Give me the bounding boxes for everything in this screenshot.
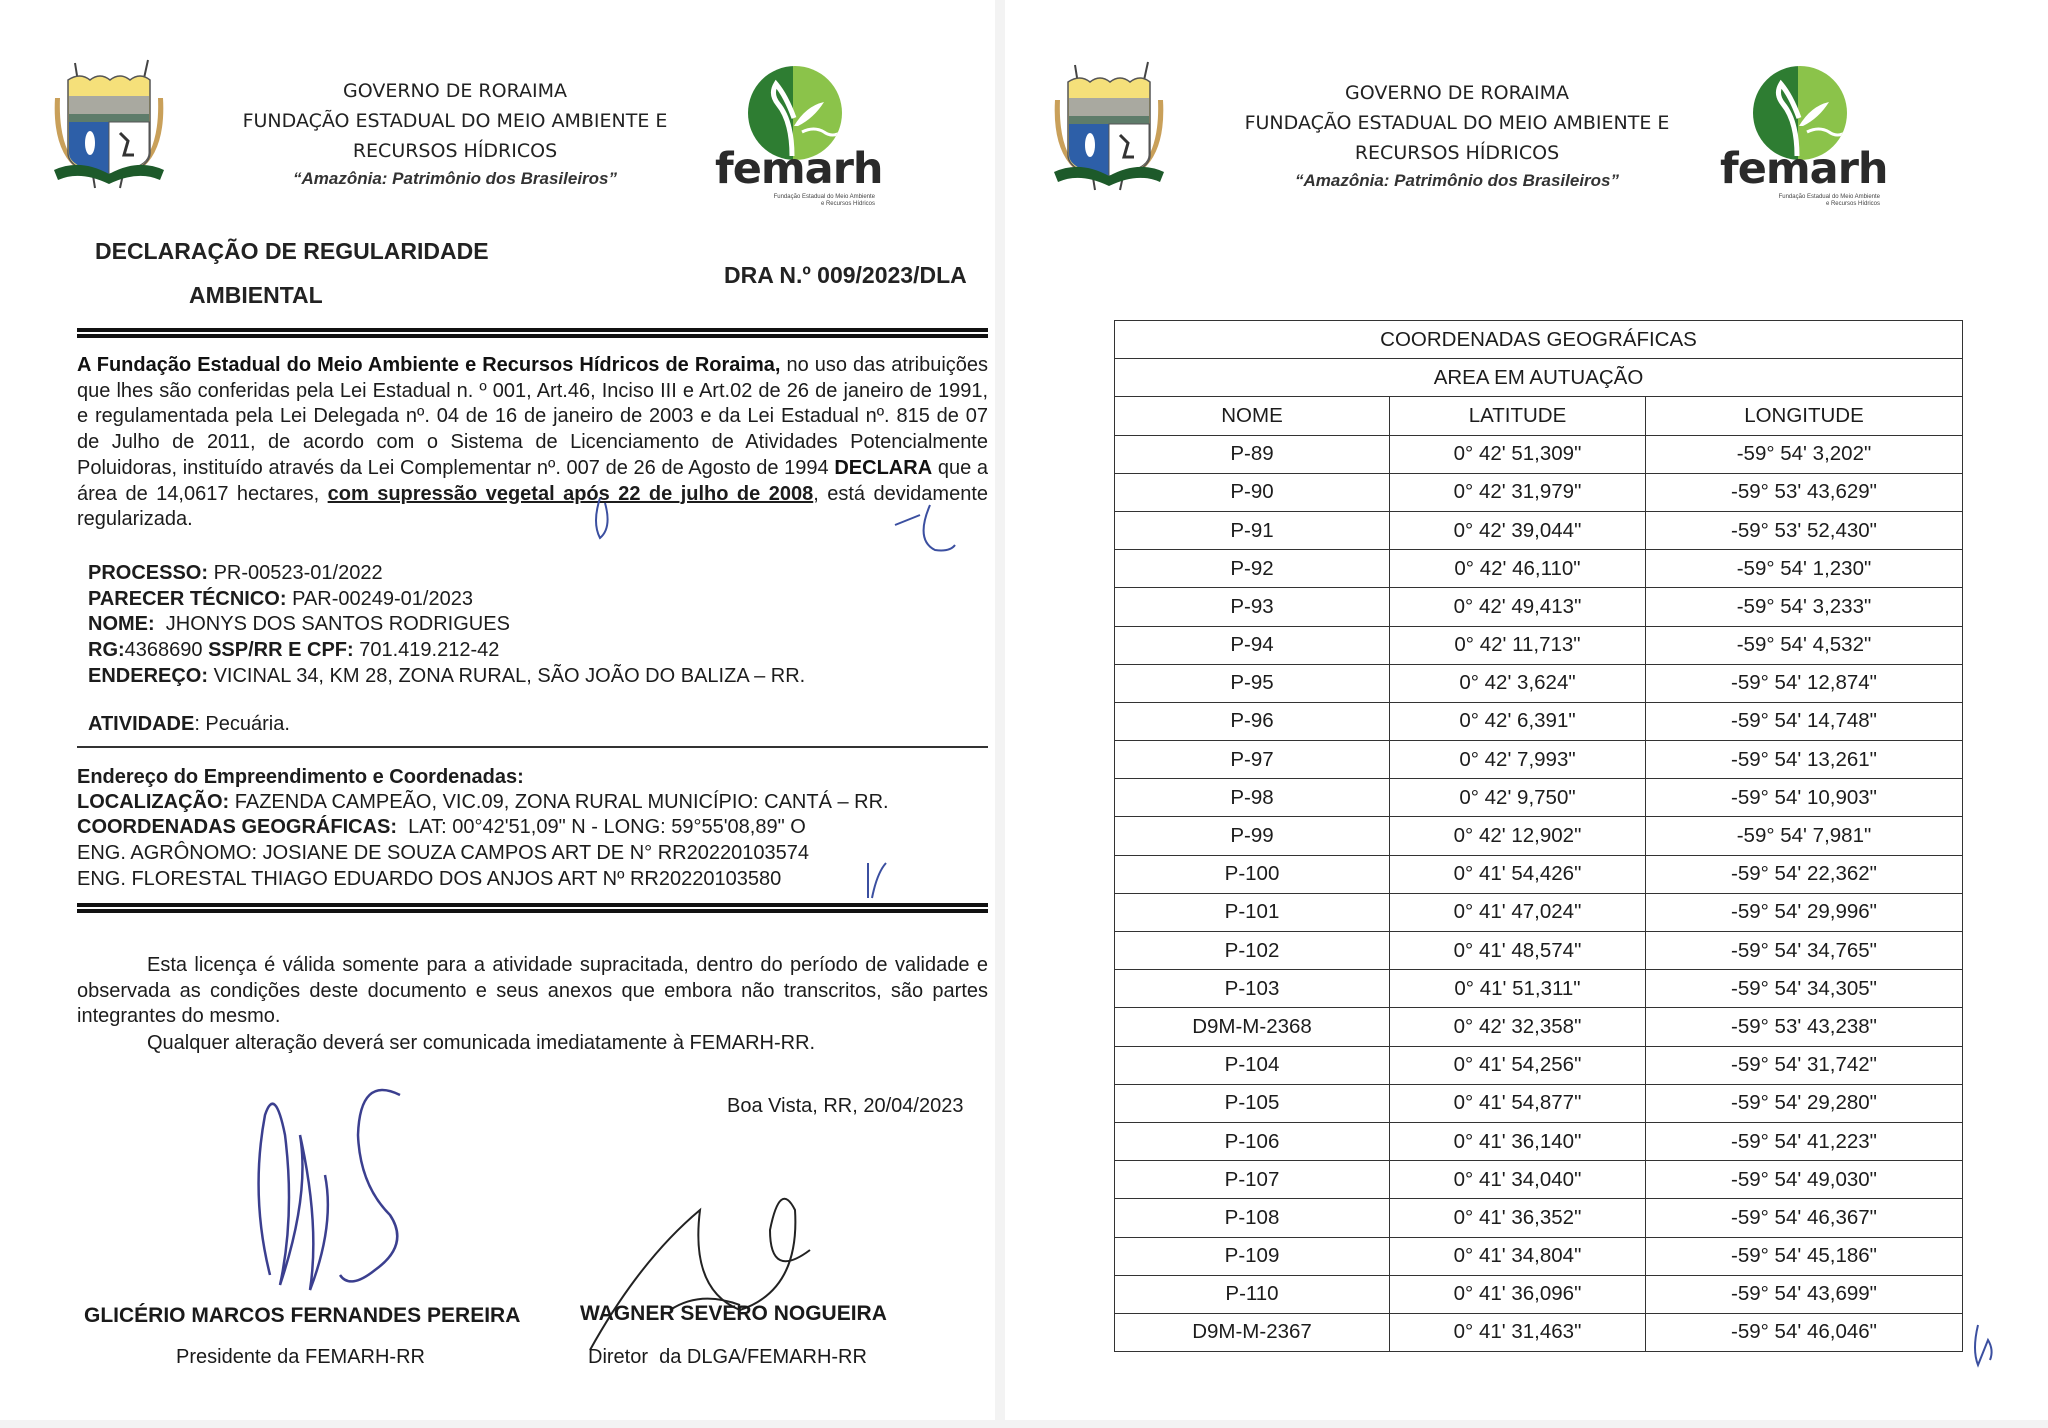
point-name-cell: P-91 (1115, 511, 1390, 549)
cpf-value: 701.419.212-42 (353, 639, 500, 661)
femarh-subtitle (715, 194, 875, 208)
point-name-cell: P-106 (1115, 1122, 1390, 1160)
coordenadas-value: LAT: 00°42'51,09" N - LONG: 59°55'08,89" O (397, 816, 806, 838)
femarh-wordmark: femarh (1720, 144, 1888, 194)
latitude-cell: 0° 42' 12,902" (1390, 817, 1646, 855)
latitude-cell: 0° 42' 9,750" (1390, 779, 1646, 817)
longitude-cell: -59° 54' 41,223" (1646, 1122, 1963, 1160)
point-name-cell: P-94 (1115, 626, 1390, 664)
latitude-cell: 0° 42' 3,624" (1390, 664, 1646, 702)
declaration-paragraph (77, 353, 988, 533)
point-name-cell: P-101 (1115, 893, 1390, 931)
header-foundation: FUNDAÇÃO ESTADUAL DO MEIO AMBIENTE E (242, 110, 668, 132)
nome-label: NOME: (88, 613, 155, 635)
table-row (1115, 1275, 1963, 1313)
divider (77, 328, 988, 338)
rg-label: RG: (88, 639, 125, 661)
table-row (1115, 1084, 1963, 1122)
table-row (1115, 741, 1963, 779)
longitude-cell: -59° 54' 34,765" (1646, 932, 1963, 970)
longitude-cell: -59° 54' 7,981" (1646, 817, 1963, 855)
header-foundation: FUNDAÇÃO ESTADUAL DO MEIO AMBIENTE E (1244, 112, 1670, 134)
table-row (1115, 588, 1963, 626)
latitude-cell: 0° 41' 31,463" (1390, 1313, 1646, 1351)
localizacao-label: LOCALIZAÇÃO: (77, 791, 230, 813)
table-row (1115, 550, 1963, 588)
longitude-cell: -59° 53' 52,430" (1646, 511, 1963, 549)
table-row (1115, 779, 1963, 817)
vegetation-suppression-text: com supressão vegetal após 22 de julho de 2008 (327, 482, 814, 505)
longitude-cell: -59° 54' 34,305" (1646, 970, 1963, 1008)
header-motto: “Amazônia: Patrimônio dos Brasileiros” (292, 169, 617, 188)
latitude-cell: 0° 41' 54,256" (1390, 1046, 1646, 1084)
letterhead (1192, 78, 1722, 194)
table-row (1115, 626, 1963, 664)
longitude-cell: -59° 54' 31,742" (1646, 1046, 1963, 1084)
signatory-name: WAGNER SEVERO NOGUEIRA (580, 1302, 887, 1325)
table-row (1115, 435, 1963, 473)
validity-paragraph: Esta licença é válida somente para a atividade supracitada, dentro do período de validade e observada as condições deste documento e seus anexos que embora não transcritos, são partes integrantes do mesmo. (77, 954, 988, 1028)
divider (77, 746, 988, 748)
latitude-cell: 0° 41' 48,574" (1390, 932, 1646, 970)
atividade-label: ATIVIDADE (88, 713, 195, 735)
point-name-cell: P-89 (1115, 435, 1390, 473)
point-name-cell: P-99 (1115, 817, 1390, 855)
initials-mark-icon (590, 493, 620, 543)
longitude-cell: -59° 54' 22,362" (1646, 855, 1963, 893)
femarh-wordmark: femarh (715, 144, 883, 194)
longitude-cell: -59° 54' 49,030" (1646, 1161, 1963, 1199)
roraima-coat-of-arms-icon (1050, 60, 1168, 195)
femarh-subtitle (1720, 194, 1880, 208)
signature-director-icon (580, 1170, 860, 1370)
field-rg-cpf (88, 638, 499, 664)
latitude-cell: 0° 41' 36,096" (1390, 1275, 1646, 1313)
area-text: que a área de 14,0617 hectares, (77, 456, 988, 505)
longitude-cell: -59° 54' 4,532" (1646, 626, 1963, 664)
longitude-cell: -59° 54' 10,903" (1646, 779, 1963, 817)
point-name-cell: P-90 (1115, 473, 1390, 511)
initials-mark-icon (890, 500, 960, 560)
coordenadas-label: COORDENADAS GEOGRÁFICAS: (77, 816, 398, 838)
point-name-cell: P-97 (1115, 741, 1390, 779)
longitude-cell: -59° 54' 14,748" (1646, 702, 1963, 740)
field-nome (88, 612, 510, 638)
latitude-cell: 0° 41' 54,426" (1390, 855, 1646, 893)
parecer-value: PAR-00249-01/2023 (286, 588, 473, 610)
header-motto: “Amazônia: Patrimônio dos Brasileiros” (1294, 171, 1619, 190)
longitude-cell: -59° 54' 3,202" (1646, 435, 1963, 473)
longitude-cell: -59° 54' 29,996" (1646, 893, 1963, 931)
field-coordenadas (77, 815, 806, 841)
document-title-line2: AMBIENTAL (189, 282, 323, 308)
latitude-cell: 0° 42' 46,110" (1390, 550, 1646, 588)
point-name-cell: P-98 (1115, 779, 1390, 817)
table-row (1115, 473, 1963, 511)
regularized-text: , está devidamente regularizada. (77, 482, 989, 531)
field-atividade (88, 712, 290, 738)
point-name-cell: P-93 (1115, 588, 1390, 626)
point-name-cell: D9M-M-2367 (1115, 1313, 1390, 1351)
field-localizacao (77, 790, 889, 816)
legal-basis-text: no uso das atribuições que lhes são conferidas pela Lei Estadual n. º 001, Art.46, Inciso III e Art.02 de 26 de janeiro de 1991, e regulamentada pela Lei Delegada nº. 04 de 16 de janeiro de 2003 e da Lei Estadual nº. 815 de 07 de Julho de 2011, de acordo com o Sistema de Licenciamento de Atividades Potencialmente Poluidoras, instituído através da Lei Complementar nº. 007 de 26 de Agosto de 1994 (77, 354, 989, 479)
table-row (1115, 1237, 1963, 1275)
cpf-label: SSP/RR E CPF: (208, 639, 354, 661)
point-name-cell: D9M-M-2368 (1115, 1008, 1390, 1046)
rg-value: 4368690 (124, 639, 209, 661)
longitude-cell: -59° 54' 45,186" (1646, 1237, 1963, 1275)
longitude-cell: -59° 54' 13,261" (1646, 741, 1963, 779)
column-header-nome: NOME (1115, 397, 1390, 435)
endereco-label: ENDEREÇO: (88, 665, 209, 687)
table-row (1115, 1161, 1963, 1199)
latitude-cell: 0° 42' 6,391" (1390, 702, 1646, 740)
latitude-cell: 0° 41' 36,140" (1390, 1122, 1646, 1160)
divider (77, 903, 988, 913)
place-date: Boa Vista, RR, 20/04/2023 (727, 1095, 964, 1117)
initials-mark-icon (1970, 1320, 2000, 1370)
latitude-cell: 0° 41' 47,024" (1390, 893, 1646, 931)
header-resources: RECURSOS HÍDRICOS (352, 140, 558, 162)
table-title: COORDENADAS GEOGRÁFICAS (1115, 321, 1963, 359)
signatory-role: Presidente da FEMARH-RR (176, 1346, 425, 1368)
table-row (1115, 664, 1963, 702)
localizacao-value: FAZENDA CAMPEÃO, VIC.09, ZONA RURAL MUNICÍPIO: CANTÁ – RR. (229, 791, 889, 813)
atividade-value: : Pecuária. (194, 713, 290, 735)
longitude-cell: -59° 53' 43,238" (1646, 1008, 1963, 1046)
table-row (1115, 1046, 1963, 1084)
coordinates-table-body (1115, 435, 1963, 1352)
eng-agronomo: ENG. AGRÔNOMO: JOSIANE DE SOUZA CAMPOS ART DE N° RR20220103574 (77, 842, 809, 864)
point-name-cell: P-104 (1115, 1046, 1390, 1084)
femarh-logo (715, 66, 883, 207)
latitude-cell: 0° 42' 39,044" (1390, 511, 1646, 549)
nome-value: JHONYS DOS SANTOS RODRIGUES (154, 613, 510, 635)
point-name-cell: P-96 (1115, 702, 1390, 740)
point-name-cell: P-103 (1115, 970, 1390, 1008)
initials-mark-icon (862, 858, 892, 903)
header-resources: RECURSOS HÍDRICOS (1354, 142, 1560, 164)
coordinates-table (1114, 320, 1963, 1352)
declara-keyword: DECLARA (834, 456, 933, 479)
latitude-cell: 0° 42' 32,358" (1390, 1008, 1646, 1046)
latitude-cell: 0° 42' 11,713" (1390, 626, 1646, 664)
point-name-cell: P-107 (1115, 1161, 1390, 1199)
table-row (1115, 932, 1963, 970)
point-name-cell: P-92 (1115, 550, 1390, 588)
table-row (1115, 893, 1963, 931)
point-name-cell: P-110 (1115, 1275, 1390, 1313)
table-row (1115, 817, 1963, 855)
point-name-cell: P-95 (1115, 664, 1390, 702)
table-row (1115, 1313, 1963, 1351)
field-processo (88, 561, 383, 587)
document-number: DRA N.º 009/2023/DLA (724, 262, 967, 288)
eng-florestal: ENG. FLORESTAL THIAGO EDUARDO DOS ANJOS ART Nº RR20220103580 (77, 868, 782, 890)
point-name-cell: P-105 (1115, 1084, 1390, 1122)
parecer-label: PARECER TÉCNICO: (88, 588, 287, 610)
column-header-latitude: LATITUDE (1390, 397, 1646, 435)
table-subtitle: AREA EM AUTUAÇÃO (1115, 359, 1963, 397)
table-row (1115, 511, 1963, 549)
table-row (1115, 1008, 1963, 1046)
field-endereco (88, 664, 805, 690)
latitude-cell: 0° 42' 7,993" (1390, 741, 1646, 779)
femarh-logo (1720, 66, 1888, 207)
latitude-cell: 0° 42' 49,413" (1390, 588, 1646, 626)
latitude-cell: 0° 41' 34,804" (1390, 1237, 1646, 1275)
declaration-page (0, 0, 995, 1420)
longitude-cell: -59° 53' 43,629" (1646, 473, 1963, 511)
foundation-name: A Fundação Estadual do Meio Ambiente e Recursos Hídricos de Roraima, (77, 354, 781, 376)
longitude-cell: -59° 54' 46,367" (1646, 1199, 1963, 1237)
table-row (1115, 855, 1963, 893)
femarh-subtitle-line1: Fundação Estadual do Meio Ambiente (1778, 194, 1880, 200)
longitude-cell: -59° 54' 29,280" (1646, 1084, 1963, 1122)
table-row (1115, 1199, 1963, 1237)
signatory-name: GLICÉRIO MARCOS FERNANDES PEREIRA (84, 1304, 521, 1327)
longitude-cell: -59° 54' 43,699" (1646, 1275, 1963, 1313)
point-name-cell: P-109 (1115, 1237, 1390, 1275)
latitude-cell: 0° 42' 31,979" (1390, 473, 1646, 511)
processo-value: PR-00523-01/2022 (208, 562, 383, 584)
field-parecer (88, 587, 473, 613)
longitude-cell: -59° 54' 46,046" (1646, 1313, 1963, 1351)
document-title-line1: DECLARAÇÃO DE REGULARIDADE (95, 238, 489, 264)
signatory-role: Diretor da DLGA/FEMARH-RR (588, 1346, 867, 1368)
longitude-cell: -59° 54' 12,874" (1646, 664, 1963, 702)
femarh-subtitle-line2: e Recursos Hídricos (1825, 201, 1880, 207)
table-row (1115, 702, 1963, 740)
point-name-cell: P-108 (1115, 1199, 1390, 1237)
changes-paragraph: Qualquer alteração deverá ser comunicada imediatamente à FEMARH-RR. (147, 1032, 816, 1054)
femarh-subtitle-line2: e Recursos Hídricos (820, 201, 875, 207)
longitude-cell: -59° 54' 1,230" (1646, 550, 1963, 588)
femarh-subtitle-line1: Fundação Estadual do Meio Ambiente (773, 194, 875, 200)
signature-president-icon (240, 1075, 420, 1305)
empreendimento-heading: Endereço do Empreendimento e Coordenadas: (77, 766, 524, 788)
latitude-cell: 0° 42' 51,309" (1390, 435, 1646, 473)
header-government: GOVERNO DE RORAIMA (1344, 82, 1569, 104)
latitude-cell: 0° 41' 51,311" (1390, 970, 1646, 1008)
header-government: GOVERNO DE RORAIMA (342, 80, 567, 102)
roraima-coat-of-arms-icon (50, 58, 168, 193)
latitude-cell: 0° 41' 36,352" (1390, 1199, 1646, 1237)
point-name-cell: P-100 (1115, 855, 1390, 893)
column-header-longitude: LONGITUDE (1646, 397, 1963, 435)
endereco-value: VICINAL 34, KM 28, ZONA RURAL, SÃO JOÃO DO BALIZA – RR. (208, 665, 806, 687)
table-row (1115, 1122, 1963, 1160)
processo-label: PROCESSO: (88, 562, 209, 584)
longitude-cell: -59° 54' 3,233" (1646, 588, 1963, 626)
latitude-cell: 0° 41' 34,040" (1390, 1161, 1646, 1199)
latitude-cell: 0° 41' 54,877" (1390, 1084, 1646, 1122)
letterhead (190, 76, 720, 192)
table-row (1115, 970, 1963, 1008)
point-name-cell: P-102 (1115, 932, 1390, 970)
